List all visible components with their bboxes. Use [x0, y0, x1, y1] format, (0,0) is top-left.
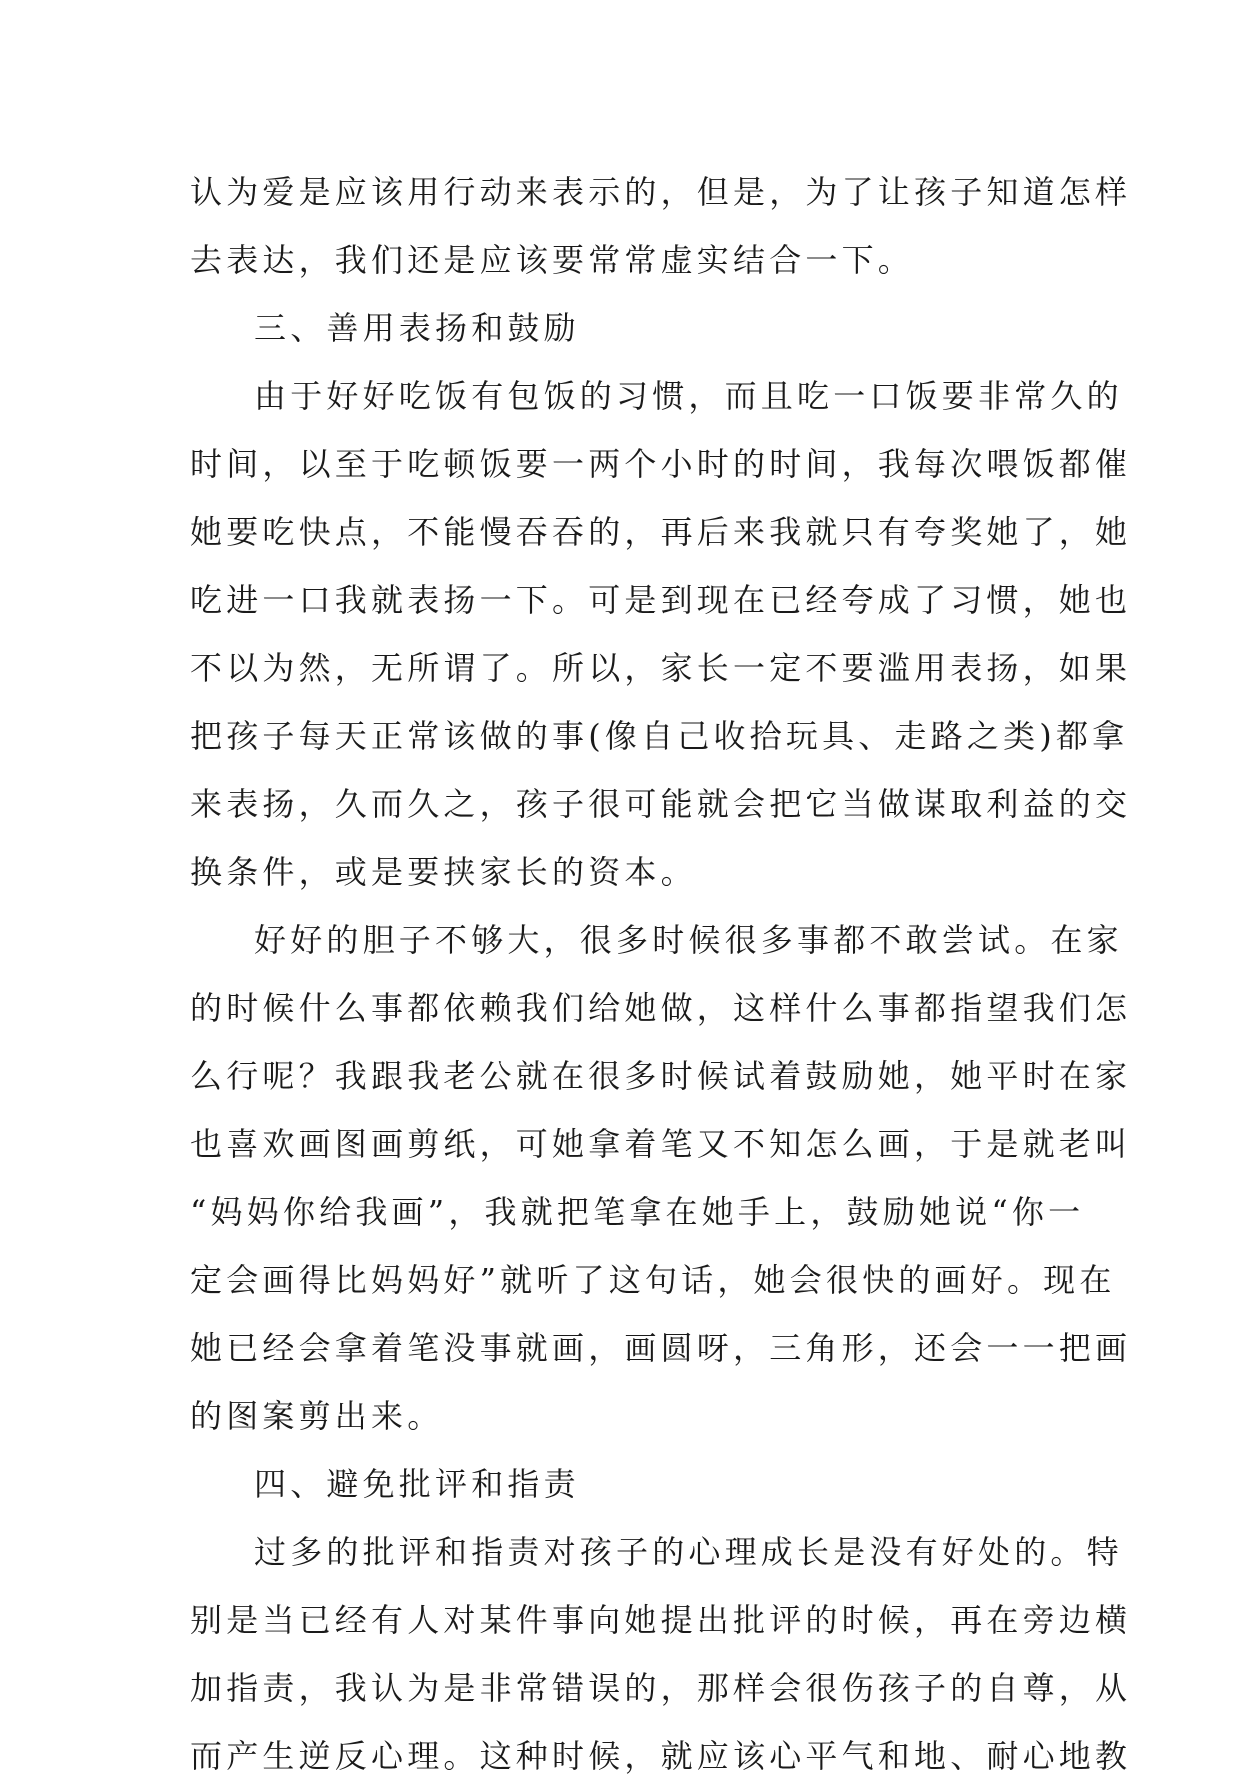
text-line: 的图案剪出来。 [190, 1397, 444, 1435]
text-line: 不以为然，无所谓了。所以，家长一定不要滥用表扬，如果 [190, 649, 1132, 687]
paragraph-start-line: 四、避免批评和指责 [254, 1465, 580, 1503]
text-line: 认为爱是应该用行动来表示的，但是，为了让孩子知道怎样 [190, 173, 1132, 211]
text-line: “妈妈你给我画”，我就把笔拿在她手上，鼓励她说“你一 [190, 1193, 1085, 1231]
paragraph-start-line: 过多的批评和指责对孩子的心理成长是没有好处的。特 [254, 1533, 1123, 1571]
text-line: 把孩子每天正常该做的事(像自己收拾玩具、走路之类)都拿 [190, 717, 1129, 755]
text-line: 换条件，或是要挟家长的资本。 [190, 853, 697, 891]
text-line: 吃进一口我就表扬一下。可是到现在已经夸成了习惯，她也 [190, 581, 1132, 619]
text-line: 她要吃快点，不能慢吞吞的，再后来我就只有夸奖她了，她 [190, 513, 1132, 551]
text-line: 的时候什么事都依赖我们给她做，这样什么事都指望我们怎 [190, 989, 1132, 1027]
text-line: 去表达，我们还是应该要常常虚实结合一下。 [190, 241, 915, 279]
document-body [190, 158, 1132, 1790]
paragraph-start-line: 三、善用表扬和鼓励 [254, 309, 580, 347]
text-line: 来表扬，久而久之，孩子很可能就会把它当做谋取利益的交 [190, 785, 1132, 823]
text-line: 么行呢？我跟我老公就在很多时候试着鼓励她，她平时在家 [190, 1057, 1132, 1095]
text-line: 她已经会拿着笔没事就画，画圆呀，三角形，还会一一把画 [190, 1329, 1132, 1367]
text-line: 时间，以至于吃顿饭要一两个小时的时间，我每次喂饭都催 [190, 445, 1132, 483]
paragraph-start-line: 好好的胆子不够大，很多时候很多事都不敢尝试。在家 [254, 921, 1123, 959]
text-line: 而产生逆反心理。这种时候，就应该心平气和地、耐心地教 [190, 1737, 1132, 1775]
text-line: 定会画得比妈妈好”就听了这句话，她会很快的画好。现在 [190, 1261, 1116, 1299]
paragraph-start-line: 由于好好吃饭有包饭的习惯，而且吃一口饭要非常久的 [254, 377, 1123, 415]
text-line: 也喜欢画图画剪纸，可她拿着笔又不知怎么画，于是就老叫 [190, 1125, 1132, 1163]
text-line: 加指责，我认为是非常错误的，那样会很伤孩子的自尊，从 [190, 1669, 1132, 1707]
text-line: 别是当已经有人对某件事向她提出批评的时候，再在旁边横 [190, 1601, 1132, 1639]
